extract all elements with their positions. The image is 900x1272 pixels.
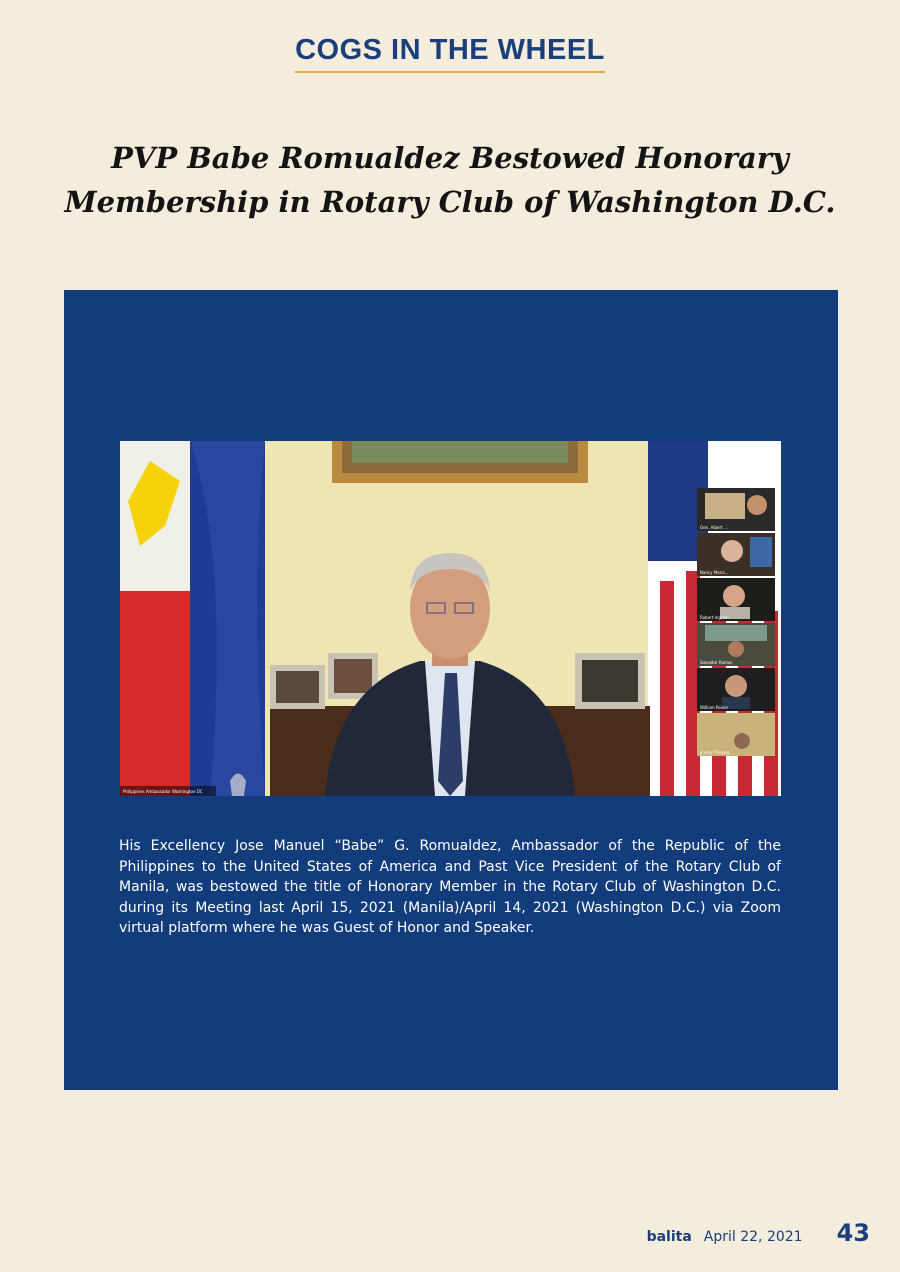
zoom-screenshot-illustration xyxy=(120,441,781,796)
participant-name-5: William Reiser xyxy=(700,705,729,710)
participant-name-4: Salvador Ramos xyxy=(700,660,733,665)
participant-tile-6 xyxy=(697,713,775,756)
headline-line-1: PVP Babe Romualdez Bestowed Honorary xyxy=(111,141,789,175)
participant-tile-1 xyxy=(697,488,775,531)
participant-name-1: Gen. Albert ... xyxy=(700,525,728,530)
section-label: COGS IN THE WHEEL xyxy=(295,34,605,73)
photo-caption: His Excellency Jose Manuel “Babe” G. Romualdez, Ambassador of the Republic of the Philippines to the United States of America and Past Vice President of the Rotary Club of Manila, was bestowed the title of Honorary Member in the Rotary Club of Washington D.C. during its Meeting last April 15, 2021 (Manila)/April 14, 2021 (Washington D.C.) via Zoom virtual platform where he was Guest of Honor and Speaker. xyxy=(119,838,781,936)
participant-tile-4 xyxy=(697,623,775,666)
issue-date: April 22, 2021 xyxy=(703,1229,803,1245)
participant-name-3: Robert Ingram xyxy=(700,615,729,620)
section-label-wrap xyxy=(0,34,900,73)
page-footer xyxy=(647,1219,870,1247)
headline-line-2: Membership in Rotary Club of Washington D.C. xyxy=(64,185,836,219)
zoom-meeting-photo xyxy=(120,441,781,796)
main-video-label: Philippines Ambassador Washington DC xyxy=(123,789,203,794)
participant-name-2: Nancy Mana... xyxy=(700,570,729,575)
participant-tile-5 xyxy=(697,668,775,711)
feature-panel xyxy=(64,290,838,1090)
page-number: 43 xyxy=(836,1219,870,1247)
participant-tile-2 xyxy=(697,533,775,576)
article-headline xyxy=(60,136,840,224)
participant-tile-3 xyxy=(697,578,775,621)
publication-name: balita xyxy=(646,1229,692,1245)
participant-name-6: Jimmy Cheong xyxy=(700,750,730,755)
